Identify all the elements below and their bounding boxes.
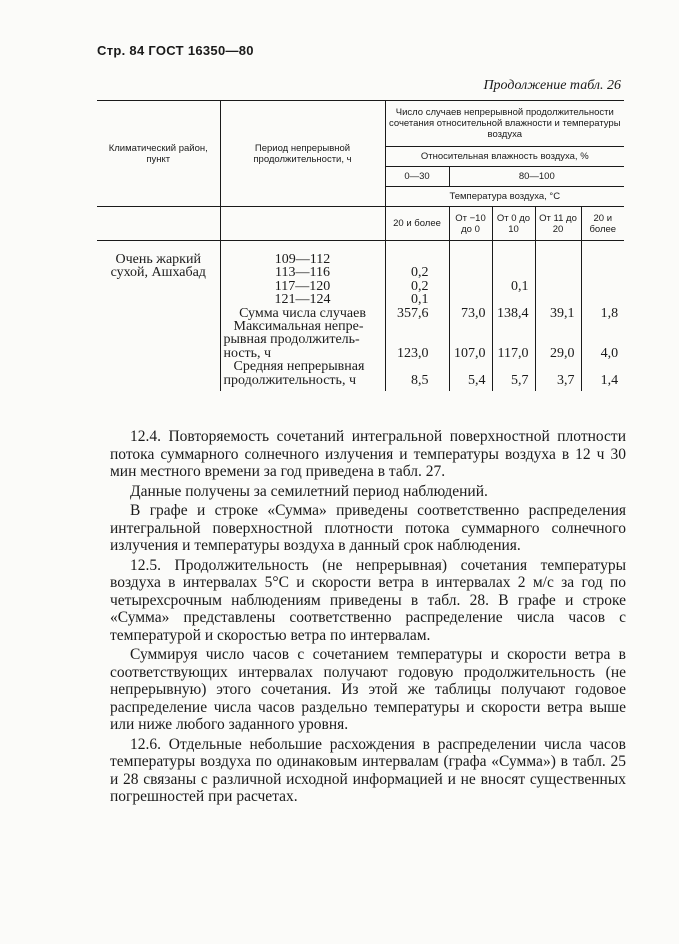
header-period: Период непрерывной продолжительности, ч [220,101,385,207]
header-temp-3: От 0 до 10 [492,207,535,241]
value-cell: 117,0 [497,345,529,361]
col-temp-5 [581,241,624,391]
header-humidity: Относительная влажность воздуха, % [385,147,624,167]
value-cell: 0,2 [411,278,429,294]
value-cell: 1,4 [600,372,619,388]
value-cell [496,253,529,266]
body-text [110,428,626,808]
value-cell: 39,1 [550,305,575,321]
period-value: 117—120 [274,278,331,294]
value-cell [453,280,486,293]
avg-label-line: продолжительность, ч [223,372,356,388]
paragraph: 12.4. Повторяемость сочетаний интегральной поверхностной плотности потока суммарного солнечного излучения и температуры воздуха в 12 ч 30 мин местного времени за год приведена в табл. 27. [110,428,626,480]
value-cell: 8,5 [411,372,429,388]
value-cell [496,293,529,306]
value-cell: 107,0 [454,345,486,361]
max-label-line: Максимальная непре- [233,318,364,334]
value-cell: 5,4 [468,372,486,388]
region-line: Очень жаркий [115,252,201,267]
value-cell: 73,0 [461,305,486,321]
value-cell [585,333,619,346]
region-cell [97,241,220,391]
period-value: 121—124 [274,292,331,308]
period-cell [220,241,385,391]
value-cell [539,360,575,373]
paragraph: 12.5. Продолжительность (не непрерывная) сочетания температуры воздуха в интервалах 5°С и скорости ветра в интервалах 2 м/с за год по четырехсрочным наблюдениям приведены в табл. 28. В графе и строке «Сумма» представлены соответственно распределение числа часов с температурой и скоростью ветра по интервалам. [110,556,626,644]
value-cell: 138,4 [497,305,529,321]
paragraph: В графе и строке «Сумма» приведены соответственно распределения интегральной поверхностной плотности потока суммарного солнечного излучения и температуры воздуха в данный срок наблюдения. [110,502,626,554]
header-temperature: Температура воздуха, °С [385,187,624,207]
header-temp-1: 20 и более [385,207,449,241]
value-cell [496,266,529,279]
sum-label: Сумма числа случаев [239,305,366,321]
value-cell [585,253,619,266]
paragraph: Суммируя число часов с сочетанием температуры и скорости ветра в соответствующих интервалах получают годовую продолжительность (не непрерывную) этого сочетания. Из этой же таблицы получают годовое распределение числа часов раздельно температуры и скорости ветра выше или ниже любого заданного уровня. [110,646,626,733]
header-humidity-high: 80—100 [449,167,624,187]
header-region: Климатический район, пункт [97,101,220,207]
value-cell: 357,6 [397,305,429,321]
value-cell: 123,0 [397,345,429,361]
data-table [97,100,624,391]
col-temp-4 [535,241,581,391]
max-label-line: ность, ч [223,345,272,361]
period-value: 109—112 [274,252,331,267]
max-label-line: рывная продолжитель- [223,332,360,348]
header-cases: Число случаев непрерывной продолжительности сочетания относительной влажности и температуры воздуха [385,101,624,147]
value-cell [539,320,575,333]
value-cell: 0,1 [411,292,429,308]
value-cell: 0,2 [411,265,429,281]
value-cell: 1,8 [600,305,619,321]
value-cell [539,253,575,266]
value-cell: 3,7 [557,372,575,388]
value-cell [539,280,575,293]
col-temp-1 [385,241,449,391]
col-temp-3 [492,241,535,391]
value-cell [453,293,486,306]
header-temp-2: От −10 до 0 [449,207,492,241]
header-temp-5: 20 и более [581,207,624,241]
value-cell [453,266,486,279]
avg-label-line: Средняя непрерывная [233,359,365,375]
paragraph: Данные получены за семилетний период наблюдений. [130,482,488,500]
region-line: сухой, Ашхабад [110,265,206,281]
value-cell: 0,1 [511,278,529,294]
value-cell: 4,0 [600,345,619,361]
table-continuation-label: Продолжение табл. 26 [483,78,621,93]
value-cell [539,333,575,346]
value-cell [539,293,575,306]
value-cell [389,253,429,266]
period-value: 113—116 [275,265,330,281]
value-cell [585,293,619,306]
value-cell [585,266,619,279]
value-cell [496,320,529,333]
value-cell [585,320,619,333]
header-humidity-low: 0—30 [385,167,449,187]
value-cell [453,333,486,346]
value-cell [389,333,429,346]
header-temp-4: От 11 до 20 [535,207,581,241]
value-cell [585,280,619,293]
value-cell [389,320,429,333]
paragraph: 12.6. Отдельные небольшие расхождения в распределении числа часов температуры воздуха по одинаковым интервалам (графа «Сумма») в табл. 25 и 28 связаны с различной исходной информацией и не вносят существенных погрешностей при расчетах. [110,735,626,805]
value-cell [496,360,529,373]
value-cell [453,320,486,333]
value-cell [585,360,619,373]
value-cell: 29,0 [550,345,575,361]
value-cell [496,333,529,346]
value-cell [453,253,486,266]
col-temp-2 [449,241,492,391]
value-cell [539,266,575,279]
value-cell: 5,7 [511,372,529,388]
value-cell [453,360,486,373]
page-header: Стр. 84 ГОСТ 16350—80 [97,43,254,58]
value-cell [389,360,429,373]
